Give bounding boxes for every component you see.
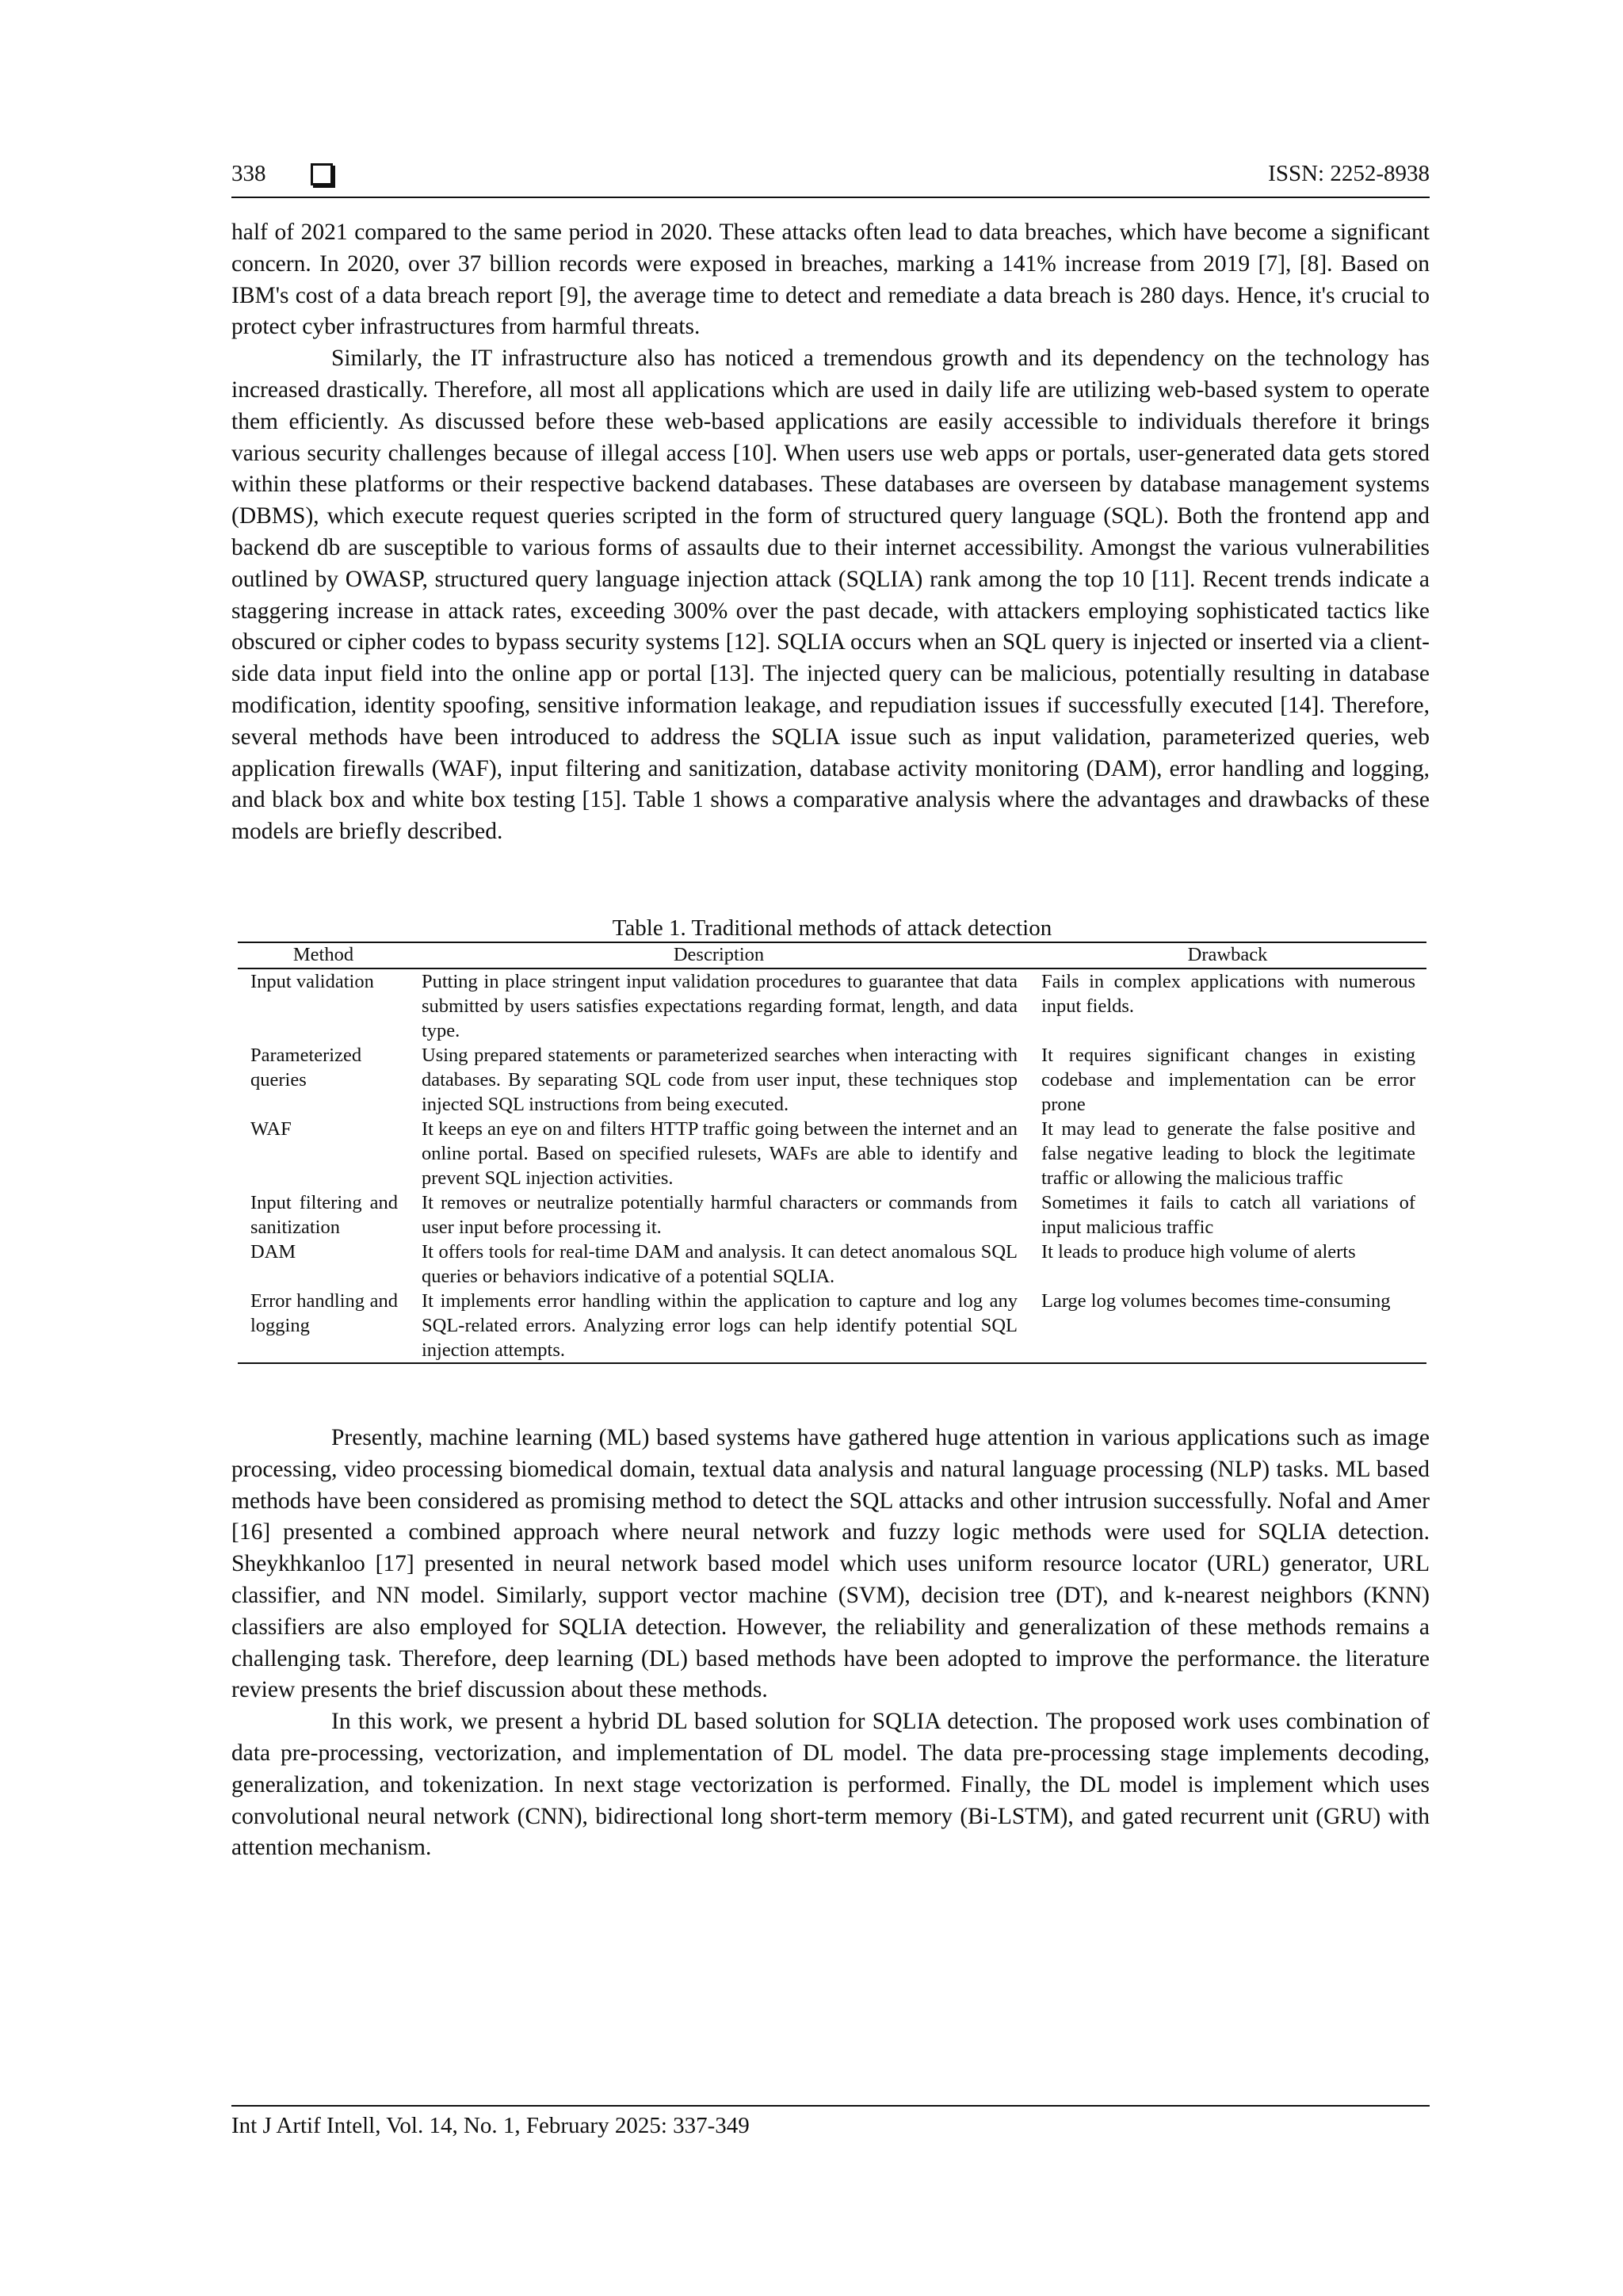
header-drawback: Drawback [1029, 942, 1426, 968]
page-number: 338 [231, 160, 266, 186]
cell-method: DAM [250, 1240, 296, 1263]
table-row [238, 1240, 1426, 1289]
cell-description: It keeps an eye on and filters HTTP traffic going between the internet and an online portal. Based on specified rulesets, WAFs are able to identify and prevent SQL injection activities. [422, 1117, 1018, 1189]
table-row [238, 1043, 1426, 1117]
cell-drawback: It requires significant changes in existing codebase and implementation can be error prone [1041, 1044, 1415, 1115]
paragraph: Similarly, the IT infrastructure also has noticed a tremendous growth and its dependency on the technology has increased drastically. Therefore, all most all applications which are used in daily life are utilizing web-based system to operate them efficiently. As discussed before these web-based applications are easily accessible to individuals therefore it brings various security challenges because of illegal access [10]. When users use web apps or portals, user-generated data gets stored within these platforms or their respective backend databases. These databases are overseen by database management systems (DBMS), which execute request queries scripted in the form of structured query language (SQL). Both the frontend app and backend db are susceptible to various forms of assaults due to their internet accessibility. Amongst the various vulnerabilities outlined by OWASP, structured query language injection attack (SQLIA) rank among the top 10 [11]. Recent trends indicate a staggering increase in attack rates, exceeding 300% over the past decade, with attackers employing sophisticated tactics like obscured or cipher codes to bypass security systems [12]. SQLIA occurs when an SQL query is injected or inserted via a client-side data input field into the online app or portal [13]. The injected query can be malicious, potentially resulting in database modification, identity spoofing, sensitive information leakage, and repudiation issues if successfully executed [14]. Therefore, several methods have been introduced to address the SQLIA issue such as input validation, parameterized queries, web application firewalls (WAF), input filtering and sanitization, database activity monitoring (DAM), error handling and logging, and black box and white box testing [15]. Table 1 shows a comparative analysis where the advantages and drawbacks of these models are briefly described. [231, 346, 1430, 845]
page-footer [231, 2105, 1430, 2140]
page [231, 155, 1430, 1864]
cell-drawback: Sometimes it fails to catch all variations of input malicious traffic [1041, 1191, 1415, 1238]
table-row [238, 1190, 1426, 1240]
cell-method: WAF [250, 1117, 292, 1140]
cell-drawback: Fails in complex applications with numerous input fields. [1041, 970, 1415, 1017]
header-left [231, 162, 333, 185]
body-text-after [231, 1423, 1430, 1864]
paragraph: Presently, machine learning (ML) based systems have gathered huge attention in various applications such as image processing, video processing biomedical domain, textual data analysis and natural language processing (NLP) tasks. ML based methods have been considered as promising method to detect the SQL attacks and other intrusion successfully. Nofal and Amer [16] presented a combined approach where neural network and fuzzy logic methods were used for SQLIA detection. Sheykhkanloo [17] presented in neural network based model which uses uniform resource locator (URL) generator, URL classifier, and NN model. Similarly, support vector machine (SVM), decision tree (DT), and k-nearest neighbors (KNN) classifiers are also employed for SQLIA detection. However, the reliability and generalization of these methods remains a challenging task. Therefore, deep learning (DL) based methods have been adopted to improve the performance. the literature review presents the brief discussion about these methods. [231, 1424, 1430, 1703]
cell-drawback: It may lead to generate the false positive and false negative leading to block the legitimate traffic or allowing the malicious traffic [1041, 1117, 1415, 1189]
cell-method: Input validation [250, 970, 374, 992]
cell-method: Parameterized queries [250, 1044, 362, 1091]
cell-method: Input filtering and sanitization [250, 1191, 398, 1238]
journal-citation: Int J Artif Intell, Vol. 14, No. 1, February 2025: 337-349 [231, 2113, 750, 2138]
cell-description: Using prepared statements or parameterized searches when interacting with databases. By separating SQL code from user input, these techniques stop injected SQL instructions from being executed. [422, 1044, 1018, 1115]
paragraph: half of 2021 compared to the same period in 2020. These attacks often lead to data breaches, which have become a significant concern. In 2020, over 37 billion records were exposed in breaches, marking a 141% increase from 2019 [7], [8]. Based on IBM's cost of a data breach report [9], the average time to detect and remediate a data breach is 280 days. Hence, it's crucial to protect cyber infrastructures from harmful threats. [231, 220, 1430, 340]
cell-description: Putting in place stringent input validation procedures to guarantee that data submitted by users satisfies expectations regarding format, length, and data type. [422, 970, 1018, 1041]
table-row [238, 1289, 1426, 1363]
square-bullet-icon [311, 163, 333, 185]
cell-drawback: It leads to produce high volume of alerts [1041, 1240, 1356, 1263]
table-caption: Table 1. Traditional methods of attack detection [612, 915, 1052, 941]
cell-description: It implements error handling within the application to capture and log any SQL-related errors. Analyzing error logs can help identify potential SQL injection attempts. [409, 1289, 1029, 1363]
cell-description: It removes or neutralize potentially harmful characters or commands from user input before processing it. [422, 1191, 1018, 1238]
table-1 [238, 915, 1426, 1364]
cell-description: It offers tools for real-time DAM and analysis. It can detect anomalous SQL queries or behaviors indicative of a potential SQLIA. [422, 1240, 1018, 1287]
body-text-before [231, 217, 1430, 848]
header-description: Description [409, 942, 1029, 968]
table-row [238, 968, 1426, 1043]
methods-table [238, 942, 1426, 1364]
table-header-row [238, 942, 1426, 968]
header-method: Method [238, 942, 409, 968]
table-row [238, 1117, 1426, 1190]
cell-method: Error handling and logging [238, 1289, 409, 1363]
cell-drawback: Large log volumes becomes time-consuming [1029, 1289, 1426, 1363]
issn-label: ISSN: 2252-8938 [1268, 160, 1430, 186]
page-header [231, 155, 1430, 198]
paragraph: In this work, we present a hybrid DL based solution for SQLIA detection. The proposed work uses combination of data pre-processing, vectorization, and implementation of DL model. The data pre-processing stage implements decoding, generalization, and tokenization. In next stage vectorization is performed. Finally, the DL model is implement which uses convolutional neural network (CNN), bidirectional long short-term memory (Bi-LSTM), and gated recurrent unit (GRU) with attention mechanism. [231, 1709, 1430, 1861]
